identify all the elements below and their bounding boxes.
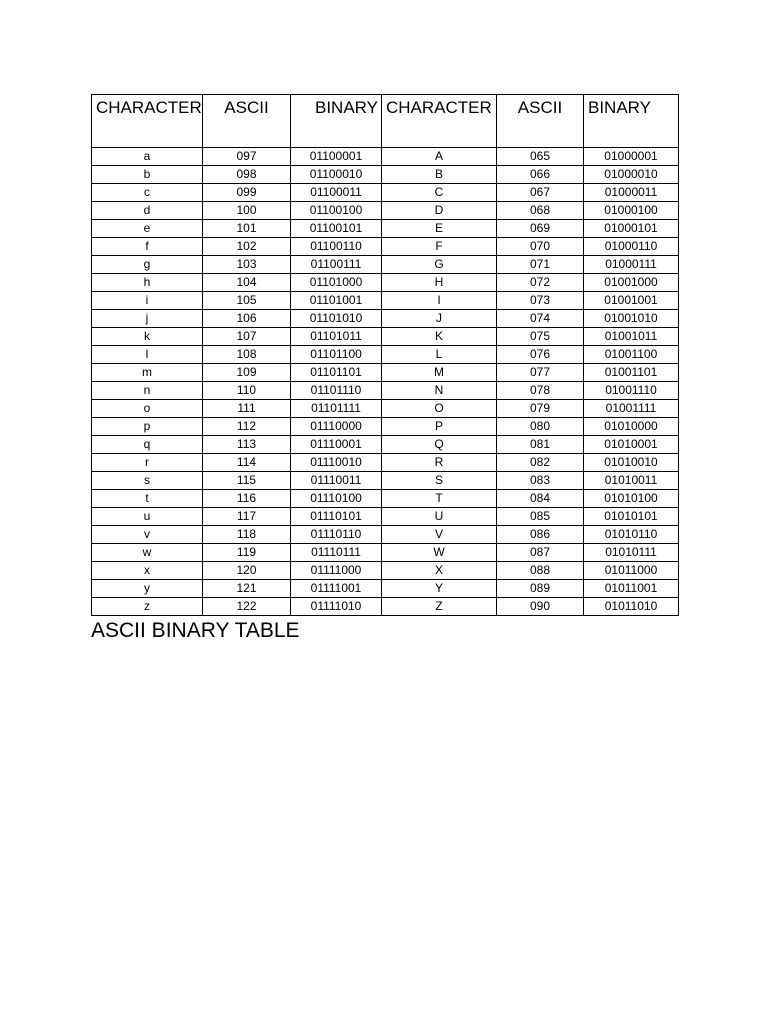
ascii-lower-cell: 110 (203, 382, 291, 400)
ascii-lower-cell: 117 (203, 508, 291, 526)
char-upper-cell: H (382, 274, 497, 292)
ascii-upper-cell: 070 (497, 238, 584, 256)
binary-lower-cell: 01111001 (291, 580, 382, 598)
header-ascii-uppercase: ASCII (497, 95, 584, 148)
table-row (92, 598, 679, 616)
char-lower-cell: j (92, 310, 203, 328)
char-upper-cell: C (382, 184, 497, 202)
table-row (92, 274, 679, 292)
char-upper-cell: V (382, 526, 497, 544)
table-row (92, 544, 679, 562)
char-upper-cell: P (382, 418, 497, 436)
ascii-upper-cell: 074 (497, 310, 584, 328)
table-row (92, 148, 679, 166)
binary-upper-cell: 01010111 (584, 544, 679, 562)
table-row (92, 526, 679, 544)
binary-upper-cell: 01001101 (584, 364, 679, 382)
char-upper-cell: B (382, 166, 497, 184)
ascii-upper-cell: 085 (497, 508, 584, 526)
binary-upper-cell: 01010001 (584, 436, 679, 454)
ascii-upper-cell: 089 (497, 580, 584, 598)
char-lower-cell: g (92, 256, 203, 274)
binary-lower-cell: 01100111 (291, 256, 382, 274)
char-lower-cell: v (92, 526, 203, 544)
ascii-upper-cell: 084 (497, 490, 584, 508)
ascii-lower-cell: 104 (203, 274, 291, 292)
binary-lower-cell: 01111010 (291, 598, 382, 616)
ascii-lower-cell: 108 (203, 346, 291, 364)
ascii-lower-cell: 113 (203, 436, 291, 454)
ascii-upper-cell: 069 (497, 220, 584, 238)
ascii-lower-cell: 112 (203, 418, 291, 436)
header-character-uppercase: CHARACTER (382, 95, 497, 148)
header-row (92, 95, 679, 148)
char-upper-cell: D (382, 202, 497, 220)
binary-lower-cell: 01110111 (291, 544, 382, 562)
char-upper-cell: J (382, 310, 497, 328)
char-lower-cell: q (92, 436, 203, 454)
binary-lower-cell: 01110001 (291, 436, 382, 454)
binary-upper-cell: 01000011 (584, 184, 679, 202)
ascii-lower-cell: 120 (203, 562, 291, 580)
char-lower-cell: z (92, 598, 203, 616)
char-lower-cell: e (92, 220, 203, 238)
ascii-upper-cell: 082 (497, 454, 584, 472)
ascii-upper-cell: 066 (497, 166, 584, 184)
ascii-lower-cell: 115 (203, 472, 291, 490)
char-lower-cell: u (92, 508, 203, 526)
char-lower-cell: t (92, 490, 203, 508)
table-row (92, 472, 679, 490)
binary-upper-cell: 01010101 (584, 508, 679, 526)
table-caption: ASCII BINARY TABLE (91, 619, 300, 642)
binary-upper-cell: 01011000 (584, 562, 679, 580)
char-upper-cell: I (382, 292, 497, 310)
char-upper-cell: Y (382, 580, 497, 598)
char-lower-cell: x (92, 562, 203, 580)
ascii-lower-cell: 099 (203, 184, 291, 202)
ascii-lower-cell: 114 (203, 454, 291, 472)
ascii-upper-cell: 079 (497, 400, 584, 418)
binary-upper-cell: 01011010 (584, 598, 679, 616)
header-ascii-lowercase: ASCII (203, 95, 291, 148)
ascii-upper-cell: 086 (497, 526, 584, 544)
binary-upper-cell: 01000101 (584, 220, 679, 238)
char-lower-cell: k (92, 328, 203, 346)
table-row (92, 508, 679, 526)
ascii-lower-cell: 118 (203, 526, 291, 544)
ascii-lower-cell: 119 (203, 544, 291, 562)
binary-lower-cell: 01111000 (291, 562, 382, 580)
char-lower-cell: m (92, 364, 203, 382)
char-upper-cell: S (382, 472, 497, 490)
char-upper-cell: Z (382, 598, 497, 616)
char-upper-cell: Q (382, 436, 497, 454)
ascii-lower-cell: 106 (203, 310, 291, 328)
ascii-lower-cell: 103 (203, 256, 291, 274)
binary-upper-cell: 01001100 (584, 346, 679, 364)
binary-upper-cell: 01010010 (584, 454, 679, 472)
binary-upper-cell: 01010011 (584, 472, 679, 490)
binary-lower-cell: 01110100 (291, 490, 382, 508)
binary-lower-cell: 01110110 (291, 526, 382, 544)
ascii-upper-cell: 080 (497, 418, 584, 436)
binary-lower-cell: 01101011 (291, 328, 382, 346)
char-lower-cell: f (92, 238, 203, 256)
char-lower-cell: s (92, 472, 203, 490)
char-upper-cell: K (382, 328, 497, 346)
header-binary-uppercase: BINARY (584, 95, 679, 148)
ascii-upper-cell: 090 (497, 598, 584, 616)
char-upper-cell: A (382, 148, 497, 166)
binary-lower-cell: 01101100 (291, 346, 382, 364)
ascii-lower-cell: 122 (203, 598, 291, 616)
table-header (92, 95, 679, 148)
char-lower-cell: i (92, 292, 203, 310)
table-row (92, 382, 679, 400)
binary-upper-cell: 01001001 (584, 292, 679, 310)
binary-lower-cell: 01100001 (291, 148, 382, 166)
char-lower-cell: a (92, 148, 203, 166)
binary-upper-cell: 01010110 (584, 526, 679, 544)
table-row (92, 238, 679, 256)
char-lower-cell: h (92, 274, 203, 292)
table-row (92, 184, 679, 202)
char-lower-cell: y (92, 580, 203, 598)
binary-upper-cell: 01001111 (584, 400, 679, 418)
table-body (92, 148, 679, 616)
table-row (92, 346, 679, 364)
binary-upper-cell: 01000001 (584, 148, 679, 166)
ascii-binary-table (91, 94, 679, 616)
binary-upper-cell: 01011001 (584, 580, 679, 598)
char-upper-cell: O (382, 400, 497, 418)
table-row (92, 400, 679, 418)
ascii-upper-cell: 073 (497, 292, 584, 310)
ascii-upper-cell: 068 (497, 202, 584, 220)
table-row (92, 490, 679, 508)
ascii-upper-cell: 083 (497, 472, 584, 490)
table-row (92, 436, 679, 454)
char-upper-cell: E (382, 220, 497, 238)
char-lower-cell: w (92, 544, 203, 562)
ascii-lower-cell: 101 (203, 220, 291, 238)
binary-lower-cell: 01110101 (291, 508, 382, 526)
char-upper-cell: L (382, 346, 497, 364)
ascii-upper-cell: 075 (497, 328, 584, 346)
ascii-upper-cell: 081 (497, 436, 584, 454)
ascii-upper-cell: 078 (497, 382, 584, 400)
binary-lower-cell: 01110000 (291, 418, 382, 436)
char-upper-cell: N (382, 382, 497, 400)
char-lower-cell: n (92, 382, 203, 400)
binary-lower-cell: 01101111 (291, 400, 382, 418)
char-upper-cell: U (382, 508, 497, 526)
binary-lower-cell: 01100011 (291, 184, 382, 202)
char-lower-cell: d (92, 202, 203, 220)
ascii-lower-cell: 107 (203, 328, 291, 346)
table-row (92, 292, 679, 310)
binary-upper-cell: 01001110 (584, 382, 679, 400)
binary-lower-cell: 01101110 (291, 382, 382, 400)
char-lower-cell: c (92, 184, 203, 202)
char-lower-cell: l (92, 346, 203, 364)
char-upper-cell: R (382, 454, 497, 472)
ascii-upper-cell: 071 (497, 256, 584, 274)
binary-lower-cell: 01110011 (291, 472, 382, 490)
binary-upper-cell: 01001010 (584, 310, 679, 328)
char-lower-cell: o (92, 400, 203, 418)
ascii-lower-cell: 102 (203, 238, 291, 256)
table-row (92, 220, 679, 238)
table-row (92, 328, 679, 346)
table-row (92, 256, 679, 274)
binary-upper-cell: 01000111 (584, 256, 679, 274)
header-character-lowercase: CHARACTER (92, 95, 203, 148)
table-row (92, 562, 679, 580)
ascii-upper-cell: 065 (497, 148, 584, 166)
ascii-upper-cell: 067 (497, 184, 584, 202)
binary-upper-cell: 01000110 (584, 238, 679, 256)
table-row (92, 202, 679, 220)
binary-lower-cell: 01100100 (291, 202, 382, 220)
table-row (92, 364, 679, 382)
char-upper-cell: M (382, 364, 497, 382)
ascii-lower-cell: 097 (203, 148, 291, 166)
table-row (92, 166, 679, 184)
binary-upper-cell: 01000010 (584, 166, 679, 184)
ascii-upper-cell: 076 (497, 346, 584, 364)
binary-lower-cell: 01100101 (291, 220, 382, 238)
char-upper-cell: X (382, 562, 497, 580)
ascii-lower-cell: 116 (203, 490, 291, 508)
binary-upper-cell: 01010000 (584, 418, 679, 436)
ascii-upper-cell: 072 (497, 274, 584, 292)
char-upper-cell: T (382, 490, 497, 508)
char-lower-cell: p (92, 418, 203, 436)
table-row (92, 580, 679, 598)
table-row (92, 418, 679, 436)
char-upper-cell: G (382, 256, 497, 274)
ascii-lower-cell: 105 (203, 292, 291, 310)
ascii-upper-cell: 088 (497, 562, 584, 580)
char-upper-cell: W (382, 544, 497, 562)
table-row (92, 310, 679, 328)
char-lower-cell: r (92, 454, 203, 472)
ascii-lower-cell: 109 (203, 364, 291, 382)
binary-lower-cell: 01100010 (291, 166, 382, 184)
binary-lower-cell: 01110010 (291, 454, 382, 472)
ascii-lower-cell: 098 (203, 166, 291, 184)
ascii-lower-cell: 121 (203, 580, 291, 598)
char-lower-cell: b (92, 166, 203, 184)
ascii-upper-cell: 077 (497, 364, 584, 382)
binary-lower-cell: 01101101 (291, 364, 382, 382)
binary-lower-cell: 01100110 (291, 238, 382, 256)
binary-lower-cell: 01101000 (291, 274, 382, 292)
ascii-lower-cell: 111 (203, 400, 291, 418)
header-binary-lowercase: BINARY (291, 95, 382, 148)
binary-lower-cell: 01101001 (291, 292, 382, 310)
ascii-lower-cell: 100 (203, 202, 291, 220)
char-upper-cell: F (382, 238, 497, 256)
binary-lower-cell: 01101010 (291, 310, 382, 328)
binary-upper-cell: 01001011 (584, 328, 679, 346)
binary-upper-cell: 01000100 (584, 202, 679, 220)
table-row (92, 454, 679, 472)
binary-upper-cell: 01001000 (584, 274, 679, 292)
binary-upper-cell: 01010100 (584, 490, 679, 508)
ascii-upper-cell: 087 (497, 544, 584, 562)
